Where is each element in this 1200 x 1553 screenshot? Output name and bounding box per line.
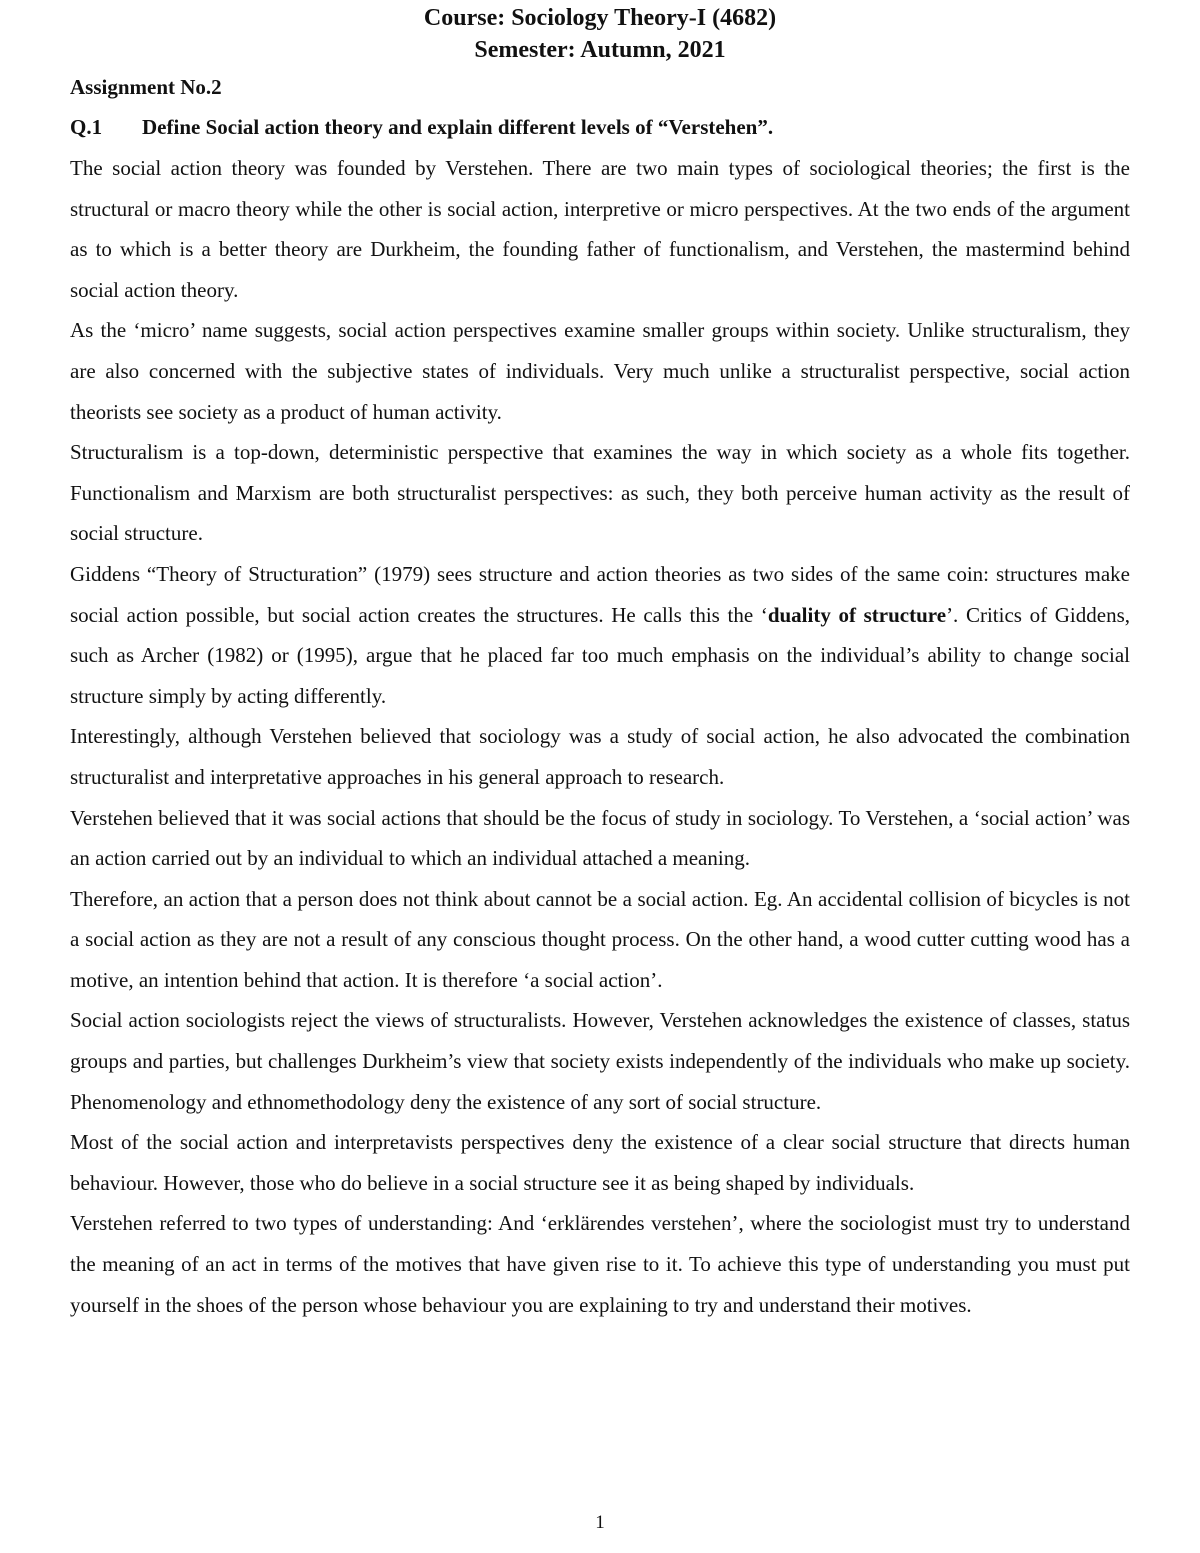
paragraph-3: Structuralism is a top-down, deterministic perspective that examines the way in which society as a whole fits together. Functionalism and Marxism are both structuralist perspectives: as such, they both perceive human activity as the result of social structure.	[70, 440, 1130, 546]
duality-of-structure-term: duality of structure	[767, 602, 947, 627]
question-number: Q.1	[70, 115, 103, 139]
paragraph-8: Social action sociologists reject the views of structuralists. However, Verstehen acknowledges the existence of classes, status groups and parties, but challenges Durkheim’s view that society exists independently of the individuals who make up society. Phenomenology and ethnomethodology deny the existence of any sort of social structure.	[70, 1008, 1130, 1114]
paragraph-10: Verstehen referred to two types of understanding: And ‘erklärendes verstehen’, where the sociologist must try to understand the meaning of an act in terms of the motives that have given rise to it. To achieve this type of understanding you must put yourself in the shoes of the person whose behaviour you are explaining to try and understand their motives.	[70, 1211, 1130, 1317]
paragraph-1: The social action theory was founded by Verstehen. There are two main types of sociological theories; the first is the structural or macro theory while the other is social action, interpretive or micro perspectives. At the two ends of the argument as to which is a better theory are Durkheim, the founding father of functionalism, and Verstehen, the mastermind behind social action theory.	[70, 156, 1130, 302]
paragraph-4	[70, 554, 1130, 716]
assignment-label: Assignment No.2	[70, 75, 222, 99]
page-number: 1	[595, 1512, 605, 1533]
paragraph-6: Verstehen believed that it was social actions that should be the focus of study in sociology. To Verstehen, a ‘social action’ was an action carried out by an individual to which an individual attached a meaning.	[70, 805, 1130, 871]
paragraph-9: Most of the social action and interpretavists perspectives deny the existence of a clear social structure that directs human behaviour. However, those who do believe in a social structure see it as being shaped by individuals.	[70, 1130, 1130, 1195]
document-header	[0, 2, 1200, 66]
paragraph-4-text-start: Giddens “Theory of Structuration” (1979) sees structure and action theories as two sides of the same coin: structures make social action possible, but social action creates the structures. He calls this the ‘	[70, 561, 1130, 627]
paragraph-4-text-end: ’. Critics of Giddens, such as Archer (1982) or (1995), argue that he placed far too much emphasis on the individual’s ability to change social structure simply by acting differently.	[70, 602, 1131, 708]
paragraph-5: Interestingly, although Verstehen believed that sociology was a study of social action, he also advocated the combination structuralist and interpretative approaches in his general approach to research.	[70, 724, 1130, 789]
question-text: Define Social action theory and explain different levels of “Verstehen”.	[142, 115, 774, 139]
course-title: Course: Sociology Theory-I (4682)	[423, 5, 777, 31]
document-body	[70, 70, 1130, 1325]
question-heading	[70, 110, 1130, 144]
paragraph-7: Therefore, an action that a person does not think about cannot be a social action. Eg. An accidental collision of bicycles is not a social action as they are not a result of any conscious thought process. On the other hand, a wood cutter cutting wood has a motive, an intention behind that action. It is therefore ‘a social action’.	[70, 886, 1130, 992]
paragraph-2: As the ‘micro’ name suggests, social action perspectives examine smaller groups within society. Unlike structuralism, they are also concerned with the subjective states of individuals. Very much unlike a structuralist perspective, social action theorists see society as a product of human activity.	[70, 318, 1130, 424]
semester-title: Semester: Autumn, 2021	[474, 37, 726, 63]
